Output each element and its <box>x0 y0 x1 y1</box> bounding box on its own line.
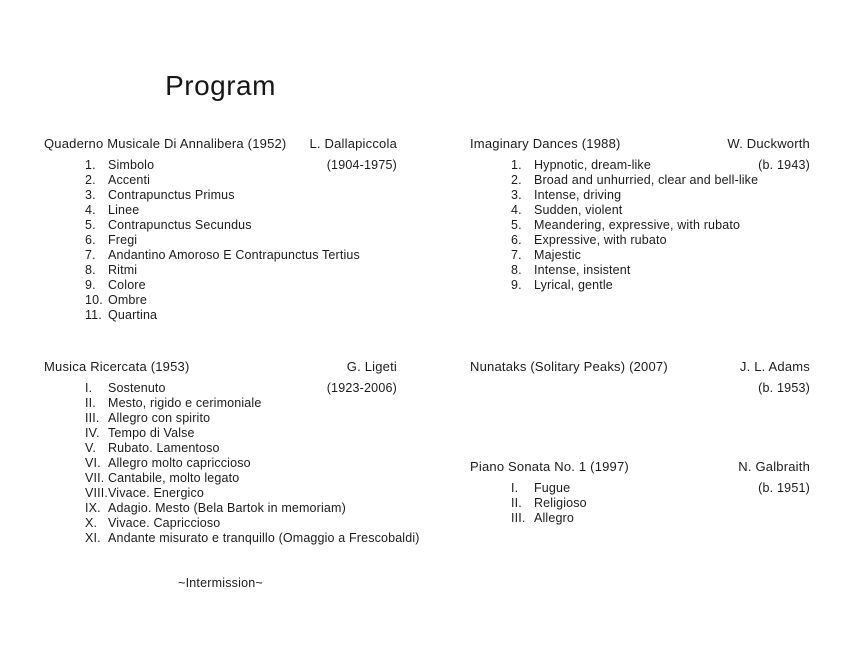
movement-title: Allegro <box>534 511 574 525</box>
movement-row <box>470 188 810 203</box>
movement-row <box>44 471 397 486</box>
piece-composer: J. L. Adams <box>739 359 810 374</box>
movement-row <box>470 263 810 278</box>
movement-row <box>44 426 397 441</box>
movement-number: 2. <box>85 173 96 187</box>
movement-number: III. <box>85 411 100 425</box>
movement-title: Meandering, expressive, with rubato <box>534 218 741 232</box>
piece-title: Quaderno Musicale Di Annalibera (1952) <box>44 136 287 151</box>
piece-block-duckworth <box>470 137 810 293</box>
movement-row <box>44 308 397 323</box>
piece-title: Musica Ricercata (1953) <box>44 359 190 374</box>
movement-row <box>44 486 397 501</box>
movement-number: V. <box>85 441 96 455</box>
movement-list <box>470 158 810 293</box>
piece-title: Piano Sonata No. 1 (1997) <box>470 459 629 474</box>
movement-row <box>470 173 810 188</box>
movement-title: Sudden, violent <box>534 203 623 217</box>
movement-title: Fugue <box>534 481 571 495</box>
movement-row <box>44 233 397 248</box>
movement-number: 1. <box>511 158 522 172</box>
movement-title: Expressive, with rubato <box>534 233 667 247</box>
movement-row <box>44 531 420 546</box>
piece-composer: N. Galbraith <box>738 459 810 474</box>
movement-row <box>44 441 397 456</box>
movement-number: IX. <box>85 501 101 515</box>
movement-title: Simbolo <box>108 158 155 172</box>
piece-composer: W. Duckworth <box>727 136 810 151</box>
movement-number: 5. <box>511 218 522 232</box>
movement-number: 6. <box>511 233 522 247</box>
movement-title: Fregi <box>108 233 138 247</box>
movement-row <box>44 278 397 293</box>
movement-number: 5. <box>85 218 96 232</box>
movement-number: 7. <box>511 248 522 262</box>
movement-title: Intense, insistent <box>534 263 631 277</box>
movement-title: Intense, driving <box>534 188 622 202</box>
piece-header <box>44 137 397 158</box>
composer-dates: (b. 1951) <box>758 481 810 495</box>
movement-title: Hypnotic, dream-like <box>534 158 651 172</box>
movement-row <box>44 516 397 531</box>
movement-number: 7. <box>85 248 96 262</box>
piece-header <box>470 137 810 158</box>
movement-row <box>470 248 810 263</box>
composer-dates: (b. 1953) <box>758 381 810 395</box>
movement-number: 3. <box>511 188 522 202</box>
movement-row <box>44 501 397 516</box>
movement-list <box>44 158 397 323</box>
movement-number: III. <box>511 511 526 525</box>
movement-row <box>44 188 397 203</box>
movement-number: IV. <box>85 426 100 440</box>
movement-title: Contrapunctus Secundus <box>108 218 252 232</box>
movement-number: XI. <box>85 531 101 545</box>
movement-title: Ritmi <box>108 263 138 277</box>
movement-number: 11. <box>85 308 102 322</box>
piece-header <box>470 460 810 481</box>
movement-number: I. <box>85 381 93 395</box>
movement-row <box>44 263 397 278</box>
movement-number: II. <box>85 396 96 410</box>
piece-composer: L. Dallapiccola <box>309 136 397 151</box>
movement-title: Majestic <box>534 248 582 262</box>
intermission-label: ~Intermission~ <box>178 576 263 590</box>
movement-row <box>44 456 397 471</box>
page-title: Program <box>165 70 276 101</box>
movement-number: X. <box>85 516 98 530</box>
composer-dates: (b. 1943) <box>758 158 810 172</box>
piece-header <box>44 360 397 381</box>
movement-number: II. <box>511 496 522 510</box>
piece-block-ligeti <box>44 359 420 546</box>
movement-row <box>44 293 397 308</box>
movement-number: 8. <box>511 263 522 277</box>
movement-row <box>44 411 397 426</box>
movement-title: Colore <box>108 278 146 292</box>
movement-title: Mesto, rigido e cerimoniale <box>108 396 262 410</box>
movement-title: Contrapunctus Primus <box>108 188 235 202</box>
movement-number: I. <box>511 481 519 495</box>
movement-number: VIII. <box>85 486 108 500</box>
movement-row <box>470 278 810 293</box>
movement-row <box>470 203 810 218</box>
movement-title: Andante misurato e tranquillo (Omaggio a Frescobaldi) <box>108 531 420 545</box>
composer-dates: (1904-1975) <box>326 158 397 172</box>
piece-composer: G. Ligeti <box>346 359 397 374</box>
movement-title: Religioso <box>534 496 587 510</box>
movement-number: 4. <box>85 203 96 217</box>
movement-row <box>470 233 810 248</box>
movement-row <box>44 396 397 411</box>
movement-title: Cantabile, molto legato <box>108 471 240 485</box>
piece-title: Nunataks (Solitary Peaks) (2007) <box>470 359 668 374</box>
piece-header <box>470 360 810 381</box>
movement-row <box>44 173 397 188</box>
composer-dates: (1923-2006) <box>326 381 397 395</box>
movement-number: VII. <box>85 471 105 485</box>
movement-list <box>44 381 420 546</box>
movement-title: Andantino Amoroso E Contrapunctus Tertius <box>108 248 360 262</box>
movement-number: 8. <box>85 263 96 277</box>
movement-number: 4. <box>511 203 522 217</box>
movement-row <box>470 218 810 233</box>
piece-title: Imaginary Dances (1988) <box>470 136 621 151</box>
movement-title: Rubato. Lamentoso <box>108 441 220 455</box>
movement-row <box>44 248 397 263</box>
movement-row <box>44 203 397 218</box>
movement-title: Vivace. Capriccioso <box>108 516 221 530</box>
movement-title: Allegro molto capriccioso <box>108 456 251 470</box>
movement-title: Allegro con spirito <box>108 411 211 425</box>
movement-title: Accenti <box>108 173 151 187</box>
movement-title: Ombre <box>108 293 147 307</box>
movement-title: Sostenuto <box>108 381 166 395</box>
movement-title: Vivace. Energico <box>108 486 204 500</box>
piece-block-adams <box>470 359 810 395</box>
movement-title: Quartina <box>108 308 158 322</box>
movement-number: 1. <box>85 158 96 172</box>
movement-title: Adagio. Mesto (Bela Bartok in memoriam) <box>108 501 346 515</box>
piece-block-dallapiccola <box>44 137 397 323</box>
movement-number: VI. <box>85 456 101 470</box>
movement-title: Tempo di Valse <box>108 426 195 440</box>
movement-number: 10. <box>85 293 103 307</box>
movement-title: Lyrical, gentle <box>534 278 613 292</box>
movement-number: 9. <box>511 278 522 292</box>
movement-title: Broad and unhurried, clear and bell-like <box>534 173 759 187</box>
movement-row <box>470 511 810 526</box>
movement-row <box>44 218 397 233</box>
movement-number: 9. <box>85 278 96 292</box>
movement-number: 2. <box>511 173 522 187</box>
movement-number: 6. <box>85 233 96 247</box>
piece-block-galbraith <box>470 460 810 526</box>
movement-number: 3. <box>85 188 96 202</box>
movement-row <box>470 496 810 511</box>
movement-title: Linee <box>108 203 140 217</box>
